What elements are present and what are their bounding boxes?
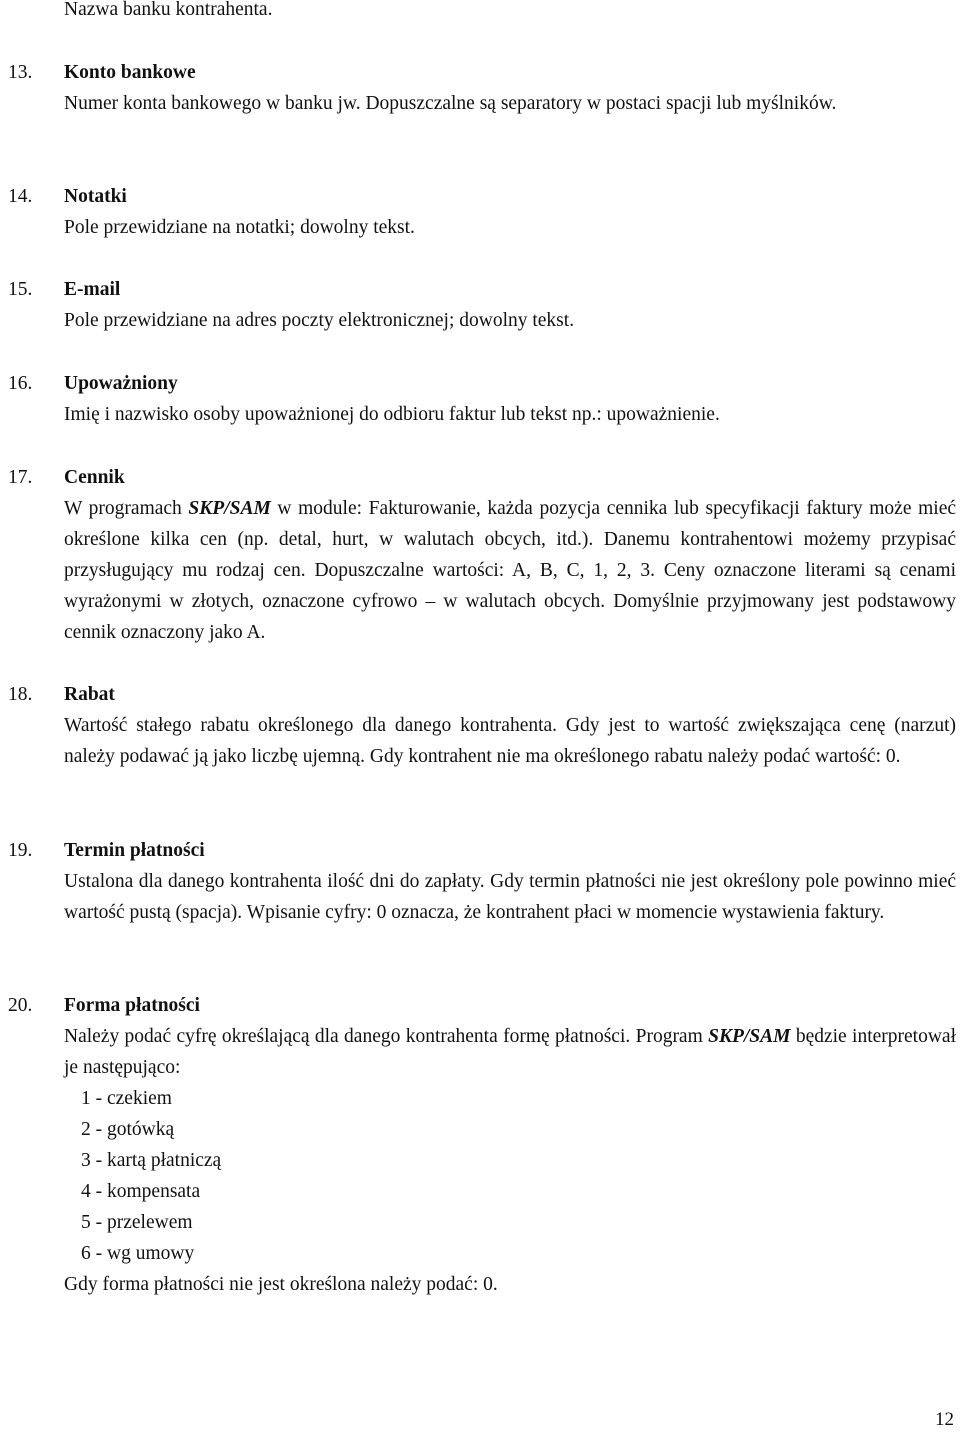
section-text: Ustalona dla danego kontrahenta ilość dni do zapłaty. Gdy termin płatności nie jest określony pole powinno mieć wartość pustą (spacja). Wpisanie cyfry: 0 oznacza, że kontrahent płaci w momencie wystawienia faktury. [64, 871, 956, 923]
payment-options-list [64, 1083, 956, 1269]
section-title: E-mail [64, 279, 121, 300]
section-title: Forma płatności [64, 995, 200, 1016]
section-text: Imię i nazwisko osoby upoważnionej do odbioru faktur lub tekst np.: upoważnienie. [64, 404, 720, 425]
section-text: Pole przewidziane na notatki; dowolny tekst. [64, 217, 415, 238]
section-number: 19. [8, 840, 33, 861]
section-number: 20. [8, 995, 33, 1016]
section-number: 17. [8, 467, 33, 488]
intro-text: Nazwa banku kontrahenta. [64, 0, 273, 20]
section-title: Notatki [64, 186, 127, 207]
list-item: 4 - kompensata [81, 1181, 201, 1202]
section-text [64, 1021, 956, 1083]
section-number: 18. [8, 684, 33, 705]
section-title: Termin płatności [64, 840, 205, 861]
text-part: W programach [64, 498, 182, 519]
list-item: 5 - przelewem [81, 1212, 193, 1233]
section-text: Numer konta bankowego w banku jw. Dopuszczalne są separatory w postaci spacji lub myślników. [64, 93, 837, 114]
list-item: 2 - gotówką [81, 1119, 175, 1140]
section-title: Upoważniony [64, 373, 178, 394]
text-part: Należy podać cyfrę określającą dla danego kontrahenta formę płatności. Program [64, 1026, 703, 1047]
section-text: Wartość stałego rabatu określonego dla danego kontrahenta. Gdy jest to wartość zwiększająca cenę (narzut) należy podawać ją jako liczbę ujemną. Gdy kontrahent nie ma określonego rabatu należy podać wartość: 0. [64, 715, 956, 767]
section-number: 13. [8, 62, 33, 83]
section-text: Pole przewidziane na adres poczty elektronicznej; dowolny tekst. [64, 310, 575, 331]
section-number: 16. [8, 373, 33, 394]
section-title: Cennik [64, 467, 125, 488]
brand-name: SKP/SAM [708, 1026, 791, 1047]
list-item: 1 - czekiem [81, 1088, 172, 1109]
section-title: Konto bankowe [64, 62, 196, 83]
section-title: Rabat [64, 684, 115, 705]
section-number: 15. [8, 279, 33, 300]
section-footer-text: Gdy forma płatności nie jest określona należy podać: 0. [64, 1274, 498, 1295]
brand-name: SKP/SAM [188, 498, 271, 519]
page-number: 12 [935, 1409, 954, 1430]
text-part: będzie interpretował je następująco: [64, 1026, 957, 1078]
section-text [64, 493, 956, 648]
list-item: 3 - kartą płatniczą [81, 1150, 222, 1171]
list-item: 6 - wg umowy [81, 1243, 195, 1264]
section-number: 14. [8, 186, 33, 207]
text-part: w module: Fakturowanie, każda pozycja cennika lub specyfikacji faktury może mieć określone kilka cen (np. detal, hurt, w walutach obcych, itd.). Danemu kontrahentowi możemy przypisać przysługujący mu rodzaj cen. Dopuszczalne wartości: A, B, C, 1, 2, 3. Ceny oznaczone literami są cenami wyrażonymi w złotych, oznaczone cyfrowo – w walutach obcych. Domyślnie przyjmowany jest podstawowy cennik oznaczony jako A. [64, 498, 956, 643]
